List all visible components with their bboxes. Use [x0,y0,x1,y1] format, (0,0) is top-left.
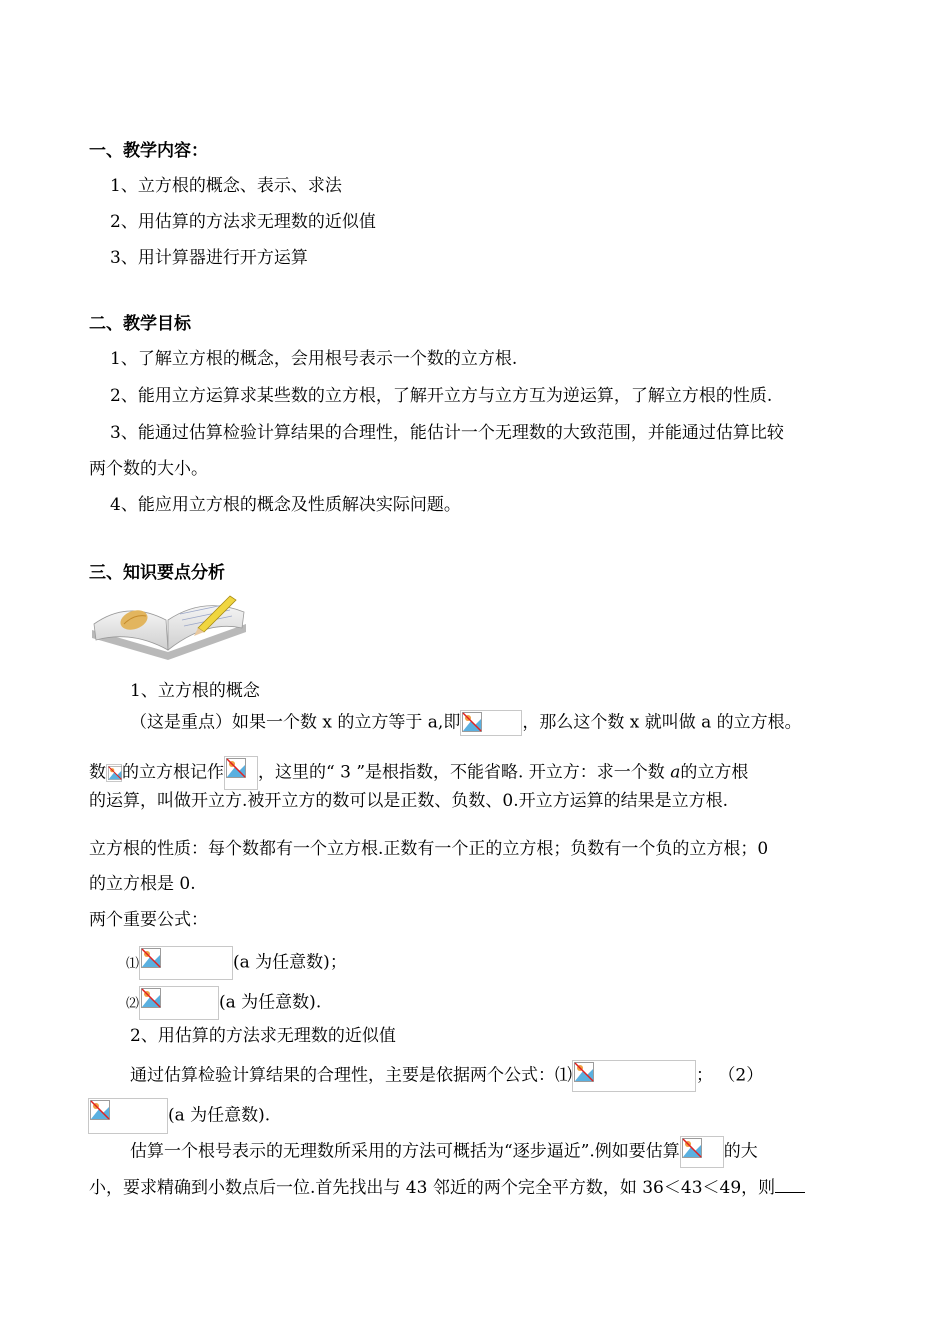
estimation-method [130,1136,758,1168]
formula-1-text: (a 为任意数)； [233,952,347,973]
section1-item-2: 2、用估算的方法求无理数的近似值 [110,212,376,232]
notation-text-b: 的立方根记作 [122,762,224,783]
broken-image-icon [574,1062,594,1082]
section2-item-1: 1、了解立方根的概念，会用根号表示一个数的立方根. [110,349,518,369]
broken-image-icon [226,758,246,778]
estimation-formula-2 [88,1098,270,1134]
estimation-text-a: 通过估算检验计算结果的合理性，主要是依据两个公式：⑴ [130,1065,572,1086]
cube-root-property-cont: 的立方根是 0. [89,874,196,894]
method-text-a: 估算一个根号表示的无理数所采用的方法可概括为“逐步逼近”.例如要估算 [130,1141,680,1162]
formula-image-placeholder [680,1136,724,1168]
formula-2-number: ⑵ [126,996,140,1012]
section2-item-4: 4、能应用立方根的概念及性质解决实际问题。 [110,495,461,515]
section2-item-2: 2、能用立方运算求某些数的立方根，了解开立方与立方互为逆运算，了解立方根的性质. [110,386,773,406]
formula-2-text: (a 为任意数). [219,992,322,1013]
formula-image-placeholder [572,1060,696,1092]
method-text-b: 的大 [723,1141,758,1162]
formula-1 [126,946,347,980]
section2-heading: 二、教学目标 [89,314,191,334]
subsection2-title: 2、用估算的方法求无理数的近似值 [130,1026,396,1046]
broken-image-icon [90,1100,110,1120]
formulas-title: 两个重要公式： [89,910,208,930]
notation-text-d: 的立方根 [680,762,749,783]
section3-heading: 三、知识要点分析 [89,563,225,583]
section1-heading: 一、教学内容： [89,141,208,161]
cube-root-definition [130,710,802,736]
broken-image-icon [141,948,161,968]
answer-blank[interactable] [775,1176,805,1193]
formula-image-placeholder [139,946,233,980]
section1-item-3: 3、用计算器进行开方运算 [110,248,308,268]
section1-item-1: 1、立方根的概念、表示、求法 [110,176,342,196]
subsection1-title: 1、立方根的概念 [130,681,260,701]
estimation-formula-2-text: (a 为任意数). [168,1105,271,1126]
formula-image-placeholder [106,764,122,782]
section2-item-3-cont: 两个数的大小。 [89,459,208,479]
formula-2 [126,986,321,1020]
definition-text-b: ，那么这个数 x 就叫做 a 的立方根。 [522,712,802,733]
cube-root-property: 立方根的性质：每个数都有一个立方根.正数有一个正的立方根；负数有一个负的立方根；0 [89,839,769,859]
section2-item-3: 3、能通过估算检验计算结果的合理性，能估计一个无理数的大致范围，并能通过估算比较 [110,423,784,443]
example-text: 小，要求精确到小数点后一位.首先找出与 43 邻近的两个完全平方数，如 36＜43＜49，则 [89,1178,776,1198]
definition-text-a: （这是重点）如果一个数 x 的立方等于 a,即 [130,712,461,733]
notation-text-a: 数 [89,762,106,783]
broken-image-icon [682,1138,702,1158]
formula-image-placeholder [88,1098,168,1134]
estimation-text-b: ； （2） [696,1065,764,1086]
formula-image-placeholder [139,986,219,1020]
estimation-example [89,1176,805,1199]
broken-image-icon [108,766,122,780]
formula-1-number: ⑴ [126,956,140,972]
formula-image-placeholder [224,756,258,790]
open-book-illustration [88,590,250,662]
variable-a: a [670,762,681,783]
estimation-basis [130,1060,763,1092]
cube-root-operation: 的运算，叫做开立方.被开立方的数可以是正数、负数、0.开立方运算的结果是立方根. [89,791,729,811]
formula-image-placeholder [460,710,522,736]
broken-image-icon [141,988,161,1008]
notation-text-c: ，这里的“ 3 ”是根指数，不能省略. 开立方：求一个数 [258,762,671,783]
cube-root-notation [89,756,748,790]
broken-image-icon [462,712,482,732]
